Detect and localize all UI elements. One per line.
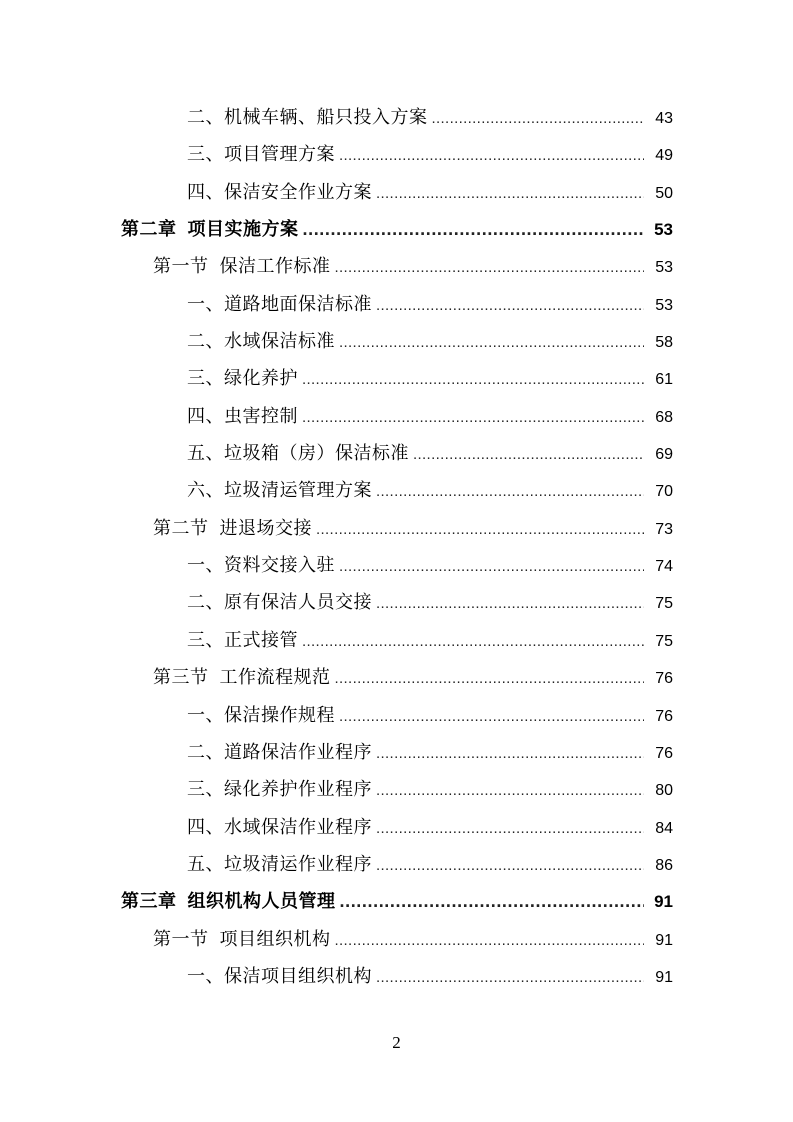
dot-leader	[376, 175, 644, 212]
dot-leader	[339, 698, 644, 735]
toc-entry-section[interactable]	[0, 510, 793, 547]
toc-entry-prefix: 第二节	[153, 517, 209, 539]
dot-leader	[376, 847, 644, 884]
toc-entry-label: 进退场交接	[219, 517, 312, 539]
toc-entry-label: 保洁工作标准	[219, 256, 331, 278]
toc-entry-title	[153, 659, 331, 696]
toc-entry-page-number: 58	[655, 334, 673, 352]
toc-entry-page-number: 43	[655, 110, 673, 127]
dot-leader	[302, 361, 644, 398]
toc-entry-title	[187, 99, 428, 136]
toc-entry-page-number: 53	[654, 220, 673, 240]
dot-leader	[335, 922, 645, 959]
toc-entry-prefix: 第三节	[153, 667, 209, 689]
toc-entry-item[interactable]	[0, 398, 793, 435]
toc-entry-page-number: 80	[655, 782, 673, 800]
toc-entry-title	[187, 286, 372, 323]
toc-entry-page-number: 91	[655, 931, 673, 949]
toc-entry-label: 四、保洁安全作业方案	[187, 181, 372, 203]
dot-leader	[376, 772, 644, 809]
toc-entry-page-number: 61	[655, 371, 673, 389]
toc-entry-section[interactable]	[0, 248, 793, 285]
toc-entry-label: 五、垃圾清运作业程序	[187, 853, 372, 875]
toc-entry-label: 二、原有保洁人员交接	[187, 592, 372, 614]
toc-entry-title	[187, 174, 372, 211]
toc-entry-item[interactable]	[0, 734, 793, 771]
dot-leader	[335, 249, 645, 286]
toc-entry-page-number: 49	[655, 147, 673, 165]
toc-entry-title	[187, 622, 298, 659]
dot-leader	[432, 100, 645, 137]
toc-entry-title	[187, 398, 298, 435]
toc-entry-label: 项目实施方案	[187, 219, 299, 241]
toc-entry-title	[187, 435, 409, 472]
dot-leader	[376, 473, 644, 510]
toc-entry-label: 四、水域保洁作业程序	[187, 816, 372, 838]
toc-entry-page-number: 68	[655, 408, 673, 426]
toc-entry-label: 一、保洁项目组织机构	[187, 965, 372, 987]
toc-entry-title	[187, 734, 372, 771]
toc-entry-item[interactable]	[0, 809, 793, 846]
toc-entry-page-number: 76	[655, 670, 673, 688]
toc-entry-page-number: 76	[655, 744, 673, 762]
toc-entry-item[interactable]	[0, 323, 793, 360]
toc-entry-title	[187, 584, 372, 621]
dot-leader	[339, 324, 644, 361]
dot-leader	[339, 548, 644, 585]
toc-entry-page-number: 75	[655, 632, 673, 650]
toc-entry-title	[153, 510, 312, 547]
toc-entry-title	[187, 958, 372, 995]
toc-entry-label: 一、资料交接入驻	[187, 555, 335, 577]
toc-entry-label: 六、垃圾清运管理方案	[187, 480, 372, 502]
toc-entry-item[interactable]	[0, 174, 793, 211]
toc-entry-title	[187, 136, 335, 173]
toc-entry-title	[121, 211, 299, 248]
dot-leader	[376, 959, 644, 996]
toc-entry-label: 五、垃圾箱（房）保洁标准	[187, 443, 409, 465]
toc-entry-item[interactable]	[0, 435, 793, 472]
toc-entry-title	[187, 846, 372, 883]
dot-leader	[376, 287, 644, 324]
toc-entry-item[interactable]	[0, 771, 793, 808]
toc-entry-label: 工作流程规范	[219, 667, 331, 689]
table-of-contents	[0, 99, 793, 995]
toc-entry-page-number: 84	[655, 819, 673, 837]
toc-entry-item[interactable]	[0, 846, 793, 883]
toc-entry-section[interactable]	[0, 921, 793, 958]
toc-entry-page-number: 53	[655, 259, 673, 277]
toc-entry-page-number: 91	[655, 968, 673, 986]
toc-entry-item[interactable]	[0, 360, 793, 397]
toc-entry-item[interactable]	[0, 286, 793, 323]
toc-entry-title	[153, 921, 331, 958]
toc-entry-label: 项目组织机构	[219, 928, 331, 950]
toc-entry-page-number: 91	[654, 892, 673, 912]
toc-entry-page-number: 53	[655, 296, 673, 314]
toc-entry-label: 一、保洁操作规程	[187, 704, 335, 726]
toc-entry-label: 二、道路保洁作业程序	[187, 741, 372, 763]
dot-leader	[302, 399, 644, 436]
toc-entry-label: 二、机械车辆、船只投入方案	[187, 107, 428, 128]
toc-entry-item[interactable]	[0, 99, 793, 136]
toc-entry-label: 三、绿化养护	[187, 368, 298, 390]
toc-entry-title	[187, 547, 335, 584]
toc-entry-page-number: 86	[655, 856, 673, 874]
toc-entry-page-number: 69	[655, 446, 673, 464]
toc-entry-prefix: 第三章	[121, 891, 177, 913]
dot-leader	[303, 211, 645, 248]
toc-entry-item[interactable]	[0, 622, 793, 659]
toc-entry-page-number: 73	[655, 520, 673, 538]
toc-entry-label: 二、水域保洁标准	[187, 331, 335, 353]
toc-entry-title	[187, 360, 298, 397]
toc-entry-title	[187, 472, 372, 509]
toc-entry-page-number: 74	[655, 558, 673, 576]
dot-leader	[376, 735, 644, 772]
dot-leader	[316, 511, 644, 548]
toc-entry-item[interactable]	[0, 584, 793, 621]
dot-leader	[340, 883, 645, 920]
page-number: 2	[392, 1033, 401, 1052]
toc-entry-label: 三、项目管理方案	[187, 144, 335, 166]
toc-entry-label: 四、虫害控制	[187, 405, 298, 427]
dot-leader	[302, 623, 644, 660]
toc-entry-page-number: 76	[655, 707, 673, 725]
dot-leader	[335, 660, 645, 697]
toc-entry-chapter[interactable]	[0, 211, 793, 248]
toc-entry-title	[153, 248, 331, 285]
toc-entry-item[interactable]	[0, 697, 793, 734]
toc-entry-section[interactable]	[0, 659, 793, 696]
toc-entry-prefix: 第二章	[121, 219, 177, 241]
toc-entry-item[interactable]	[0, 136, 793, 173]
dot-leader	[376, 585, 644, 622]
toc-entry-title	[187, 697, 335, 734]
dot-leader	[413, 436, 644, 473]
toc-entry-item[interactable]	[0, 958, 793, 995]
toc-entry-label: 组织机构人员管理	[187, 891, 336, 913]
dot-leader	[339, 137, 644, 174]
toc-entry-title	[187, 323, 335, 360]
toc-entry-item[interactable]	[0, 547, 793, 584]
toc-entry-page-number: 75	[655, 595, 673, 613]
toc-entry-page-number: 70	[655, 483, 673, 501]
dot-leader	[376, 810, 644, 847]
toc-entry-title	[187, 809, 372, 846]
toc-entry-item[interactable]	[0, 472, 793, 509]
toc-entry-title	[187, 771, 372, 808]
toc-entry-label: 一、道路地面保洁标准	[187, 293, 372, 315]
toc-entry-prefix: 第一节	[153, 256, 209, 278]
toc-entry-title	[121, 883, 336, 920]
toc-entry-label: 三、绿化养护作业程序	[187, 779, 372, 801]
toc-entry-prefix: 第一节	[153, 928, 209, 950]
toc-entry-chapter[interactable]	[0, 883, 793, 920]
toc-entry-page-number: 50	[655, 184, 673, 202]
toc-entry-label: 三、正式接管	[187, 629, 298, 651]
